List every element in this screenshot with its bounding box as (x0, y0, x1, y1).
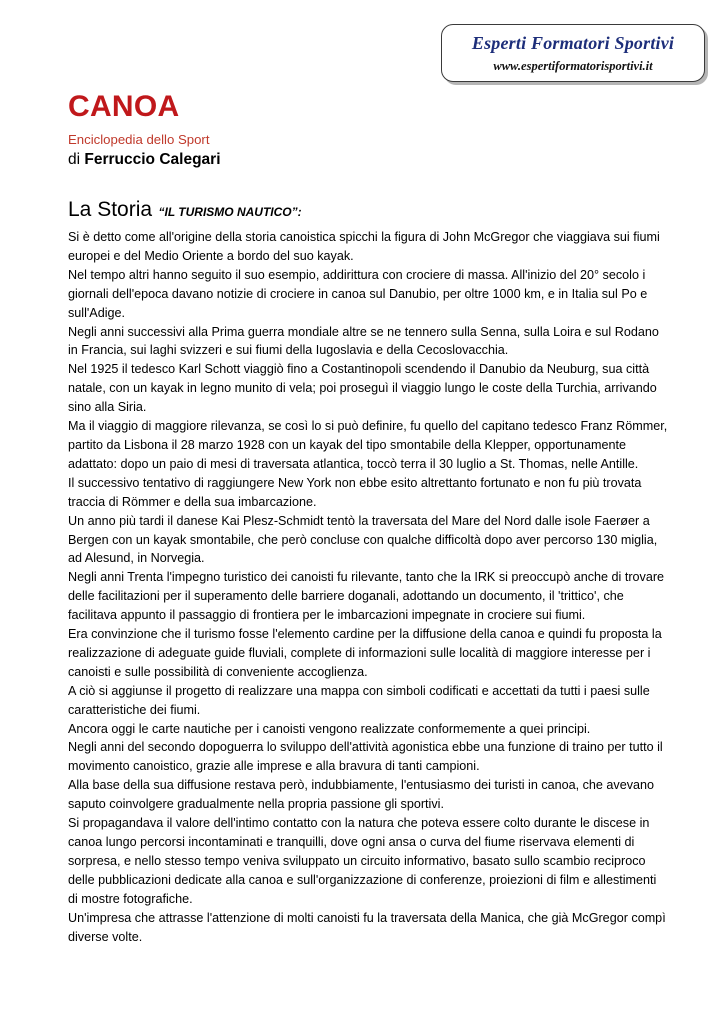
section-title: La Storia (68, 198, 153, 221)
paragraph: Ma il viaggio di maggiore rilevanza, se così lo si può definire, fu quello del capitano tedesco Franz Römmer, partito da Lisbona il 28 marzo 1928 con un kayak del tipo smontabile della Klepper, opportunamente adattato: dopo un paio di mesi di traversata atlantica, toccò terra il 30 luglio a St. Thomas, nelle Antille. (68, 419, 668, 471)
section-heading (68, 198, 302, 222)
paragraph: A ciò si aggiunse il progetto di realizzare una mappa con simboli codificati e accettati da tutti i paesi sulle caratteristiche dei fiumi. (68, 683, 650, 717)
page-subtitle: Enciclopedia dello Sport (68, 132, 210, 147)
brand-name: Esperti Formatori Sportivi (471, 33, 675, 53)
paragraph: Ancora oggi le carte nautiche per i canoisti vengono realizzate conformemente a quei principi. (68, 721, 591, 736)
paragraph: Negli anni del secondo dopoguerra lo sviluppo dell'attività agonistica ebbe una funzione di traino per tutto il movimento canoistico, grazie alle imprese e alla bravura di tanti campioni. (68, 740, 663, 774)
author-line (68, 151, 221, 169)
author-prefix: di (68, 151, 81, 168)
author-name: Ferruccio Calegari (84, 151, 221, 168)
paragraph: Un'impresa che attrasse l'attenzione di molti canoisti fu la traversata della Manica, che già McGregor compì diverse volte. (68, 910, 666, 944)
paragraph: Un anno più tardi il danese Kai Plesz-Schmidt tentò la traversata del Mare del Nord dalle isole Faerøer a Bergen con un kayak smontabile, che però concluse con qualche difficoltà dopo aver percorso 130 miglia, ad Alesund, in Norvegia. (68, 513, 658, 566)
paragraph: Il successivo tentativo di raggiungere New York non ebbe esito altrettanto fortunato e non fu più trovata traccia di Römmer e della sua imbarcazione. (68, 475, 642, 509)
paragraph: Negli anni Trenta l'impegno turistico dei canoisti fu rilevante, tanto che la IRK si preoccupò anche di trovare delle facilitazioni per il superamento delle barriere doganali, adottando un documento, il 'trittico', che facilitava appunto il passaggio di frontiera per le imbarcazioni impegnate in crociere sui fiumi. (68, 570, 665, 623)
article-body (68, 228, 668, 946)
brand-logo-box (441, 24, 705, 82)
paragraph: Si propagandava il valore dell'intimo contatto con la natura che poteva essere colto durante le discese in canoa lungo percorsi incontaminati e tranquilli, dove ogni ansa o curva del fiume riservava elementi di sorpresa, e nello stesso tempo veniva sviluppato un circuito informativo, basato sullo scambio reciproco delle pubblicazioni dedicate alla canoa e sull'organizzazione di conferenze, proiezioni di film e allestimenti di mostre fotografiche. (68, 816, 657, 906)
brand-url: www.espertiformatorisportivi.it (493, 59, 653, 73)
paragraph: Si è detto come all'origine della storia canoistica spicchi la figura di John McGregor che viaggiava sui fiumi europei e del Medio Oriente a bordo del suo kayak. (68, 230, 660, 263)
paragraph: Nel 1925 il tedesco Karl Schott viaggiò fino a Costantinopoli scendendo il Danubio da Neuburg, sua città natale, con un kayak in legno munito di vela; poi proseguì il viaggio lungo le coste della Turchia, arrivando sino alla Siria. (68, 362, 657, 415)
page-title: CANOA (68, 90, 180, 123)
paragraph: Nel tempo altri hanno seguito il suo esempio, addirittura con crociere di massa. All'inizio del 20° secolo i giornali dell'epoca davano notizie di crociere in canoa sul Danubio, per oltre 1000 km, e in Italia sul Po e sull'Adige. (68, 267, 648, 320)
paragraph: Era convinzione che il turismo fosse l'elemento cardine per la diffusione della canoa e quindi fu proposta la realizzazione di adeguate guide fluviali, complete di informazioni sulle località di maggiore interesse per i canoisti e sulle possibilità di conveniente accoglienza. (68, 627, 662, 679)
paragraph: Negli anni successivi alla Prima guerra mondiale altre se ne tennero sulla Senna, sulla Loira e sul Rodano in Francia, sui laghi svizzeri e sui fiumi della Iugoslavia e della Cecoslovacchia. (68, 324, 659, 358)
section-subtitle: “IL TURISMO NAUTICO”: (158, 205, 302, 219)
paragraph: Alla base della sua diffusione restava però, indubbiamente, l'entusiasmo dei turisti in canoa, che avevano saputo coinvolgere gradualmente nella propria passione gli sportivi. (68, 778, 655, 812)
